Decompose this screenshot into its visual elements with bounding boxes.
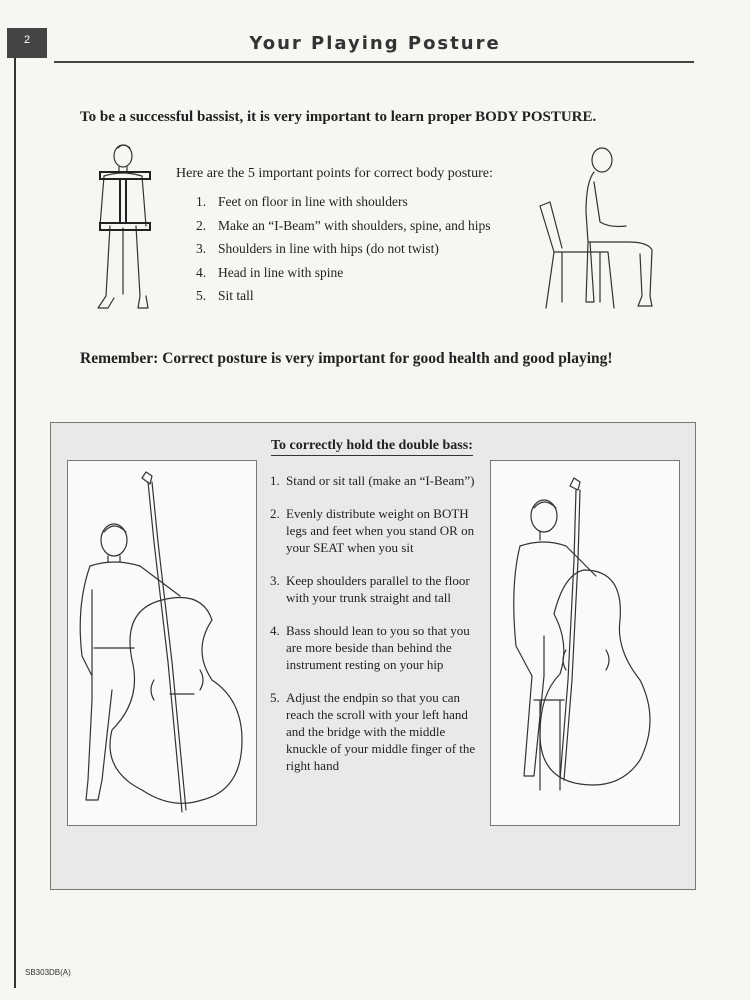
list-item bbox=[196, 218, 491, 242]
standing-i-beam-figure bbox=[96, 140, 158, 316]
list-item bbox=[196, 194, 491, 218]
point-text: Sit tall bbox=[218, 288, 254, 303]
posture-points-list bbox=[196, 194, 491, 312]
point-text: Shoulders in line with hips (do not twist) bbox=[218, 241, 439, 256]
step-number: 1. bbox=[270, 473, 280, 488]
posture-heading: Here are the 5 important points for correct body posture: bbox=[176, 166, 493, 181]
list-item bbox=[270, 472, 480, 489]
point-number: 3. bbox=[196, 241, 207, 256]
list-item bbox=[270, 505, 480, 556]
step-text: Evenly distribute weight on BOTH legs and feet when you stand OR on your SEAT when you sit bbox=[286, 506, 475, 555]
step-text: Bass should lean to you so that you are more beside than behind the instrument resting on your hip bbox=[286, 623, 470, 672]
hold-bass-heading: To correctly hold the double bass: bbox=[271, 438, 473, 456]
point-text: Feet on floor in line with shoulders bbox=[218, 194, 408, 209]
list-item bbox=[196, 241, 491, 265]
remember-note: Remember: Correct posture is very important for good health and good playing! bbox=[80, 350, 613, 367]
list-item bbox=[196, 265, 491, 289]
list-item bbox=[270, 572, 480, 606]
step-text: Adjust the endpin so that you can reach the scroll with your left hand and the bridge with the middle knuckle of your middle finger of the right hand bbox=[286, 690, 476, 773]
step-number: 3. bbox=[270, 573, 280, 588]
page-title: Your Playing Posture bbox=[249, 33, 501, 54]
list-item bbox=[270, 622, 480, 673]
title-divider bbox=[54, 61, 694, 63]
hold-steps-list bbox=[270, 472, 480, 790]
list-item bbox=[270, 689, 480, 774]
step-text: Stand or sit tall (make an “I-Beam”) bbox=[286, 473, 475, 488]
step-number: 2. bbox=[270, 506, 280, 521]
intro-text: To be a successful bassist, it is very important to learn proper BODY POSTURE. bbox=[80, 109, 597, 125]
footer-code: SB303DB(A) bbox=[25, 968, 71, 977]
step-text: Keep shoulders parallel to the floor with your trunk straight and tall bbox=[286, 573, 470, 605]
point-text: Make an “I-Beam” with shoulders, spine, and hips bbox=[218, 217, 491, 233]
point-number: 2. bbox=[196, 217, 207, 233]
seated-bassist-illustration bbox=[494, 470, 678, 822]
left-margin-rule bbox=[14, 28, 16, 988]
standing-bassist-illustration bbox=[70, 470, 254, 822]
point-number: 1. bbox=[196, 194, 207, 209]
point-number: 5. bbox=[196, 288, 207, 303]
point-text: Head in line with spine bbox=[218, 264, 344, 280]
list-item bbox=[196, 288, 491, 312]
point-number: 4. bbox=[196, 264, 207, 280]
page-number: 2 bbox=[7, 28, 47, 58]
step-number: 5. bbox=[270, 690, 280, 705]
step-number: 4. bbox=[270, 623, 280, 638]
seated-figure-on-chair bbox=[532, 142, 662, 316]
